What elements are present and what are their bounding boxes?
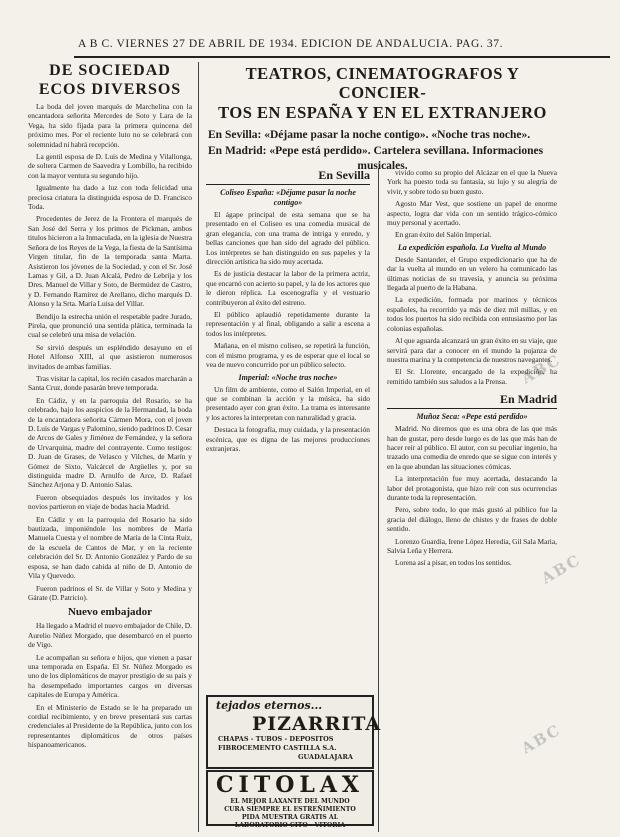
sevilla-paragraph: El ágape principal de esta semana que se ha presentado en el Coliseo es una comedia musical de gran elegancia, con una trama de intriga y enredo, y bellas canciones que han sido del agrado del público. Los intérpretes se han distinguido en sus papeles y la dirección artística ha sido muy acertada. [206,210,370,267]
ad-laboratory: LABORATORIO CITO - VITORIA [234,822,346,829]
coliseo-heading: Coliseo España: «Déjame pasar la noche contigo» [220,188,356,207]
madrid-paragraph: Lorenzo Guardia, Irene López Heredia, Gil Sala Maria, Salvia Leña y Herrera. [387,536,557,555]
banner-subtitle-2: En Madrid: «Pepe está perdido». Cartelera sevillana. Informaciones [208,145,544,157]
expedition-heading: La expedición española. La Vuelta al Mundo [397,242,547,252]
society-paragraph: Fueron padrinos el Sr. de Villar y Soto y Medina y Gárate (D. Patricio). [28,583,192,602]
banner-title-line-2: TOS EN ESPAÑA Y EN EL EXTRANJERO [218,103,547,122]
ad-company: FIBROCEMENTO CASTILLA S.A. [218,744,337,752]
expedition-paragraph: Al que aguarda alcanzará un gran éxito en su viaje, que servirá para dar a conocer en el mundo la pujanza de nuestra marina y la competencia de nuestros navegantes. [387,336,557,364]
society-heading-2: ECOS DIVERSOS [38,81,182,98]
citolax-advertisement [206,770,374,829]
ad-sample-offer: PIDA MUESTRA GRATIS AL [241,814,339,821]
society-paragraph: Igualmente ha dado a luz con toda felicidad una preciosa criatura la distinguida esposa de D. Francisco Toda. [28,183,192,212]
society-paragraph: La gentil esposa de D. Luis de Medina y Vilallonga, de soltera Carmen de Saavedra y Lombillo, ha recibido con la mayor ventura su segundo hijo. [28,152,192,180]
ad-brand: CITOLAX [216,772,364,798]
banner-subtitle-3: musicales. [357,160,408,172]
header-rule [74,56,610,58]
ad-brand: PIZARRITA [252,713,382,735]
sevilla-paragraph: El público aplaudió repetidamente durante la representación y al final, obligando a salir a escena a todos los intérpretes. [206,310,370,338]
watermark-stamp: ABC [518,720,565,758]
imperial-continued-paragraph: vivido como su propio del Alcázar en el que la Nueva York ha puesto toda su fantasía, su lujo y su alegría de vivir, y sobre todo su buen gusto. [387,168,557,196]
madrid-paragraph: Lorena así a pisar, en todos los sentidos. [395,558,512,568]
ad-city: GUADALAJARA [298,753,353,761]
pizarrita-advertisement [206,695,382,769]
madrid-paragraph: Madrid. No diremos que es una obra de las que más han de gustar, pero desde luego es de las que más han de hacer reír al público. El autor, con su peculiar ingenio, ha trazado una comedia de enredo que se sigue con interés y en la que abundan las situaciones cómicas. [387,424,557,471]
munoz-seca-heading: Muñoz Seca: «Pepe está perdido» [416,412,528,422]
banner-subtitle-1: En Sevilla: «Déjame pasar la noche contigo». «Noche tras noche». [208,129,531,141]
theatre-banner [200,64,565,173]
column-divider-left [198,62,199,832]
society-paragraph: En Cádiz, y en la parroquia del Rosario, se ha celebrado, bajo los auspicios de la Hermandad, la boda de la encantadora señorita Cármen Mora, con el joven D. Luis de Vargas y Palomino, siendo padrinos D. Cesar de Arcos de Gales y Jiménez de Fernández, y la señora de Urvarquina, madre del contrayente. Como testigos: D. Juan de Grases, de Velasco y Vilches, de Marín y Gómez de Sixto, Valcárcel de Argüelles y, por su distinguida madre D. Arnulfo de Arce, D. Rafael Sánchez Arjona y D. Antonio Salas. [28,395,192,490]
watermark-stamp: ABC [538,550,585,588]
ambassador-paragraph: Ha llegado a Madrid el nuevo embajador de Chile, D. Aurelio Núñez Morgado, que desembarcó en el puerto de Vigo. [28,621,192,650]
society-paragraph: Fueron obsequiados después los invitados y los novios partieron en viaje de bodas hacia Madrid. [28,492,192,512]
society-paragraph: Tras visitar la capital, los recién casados marcharán a Santa Cruz, donde pasarán breve temporada. [28,373,192,393]
sevilla-paragraph: Es de justicia destacar la labor de la primera actriz, que encarnó con acierto su papel, y la de los actores que le dieron réplica. La escenografía y el vestuario contribuyeron al éxito del estreno. [206,269,370,307]
imperial-continued-paragraph: Agosto Mar Vest, que sostiene un papel de enorme aspecto, logra dar vida con un sentido trágico-cómico muy personal y acertado. [387,199,557,228]
madrid-paragraph: Pero, sobre todo, lo que más gustó al público fue la gracia del diálogo, lleno de chistes y de frases de doble sentido. [387,505,557,534]
sevilla-column [206,168,370,456]
madrid-section-heading: En Madrid [387,392,557,409]
expedition-paragraph: Desde Santander, el Grupo expedicionario que ha de dar la vuelta al mundo en un velero ha comunicado las últimas noticias de su travesía, y anuncia su próxima llegada al puerto de la Habana. [387,254,557,293]
imperial-heading: Imperial: «Noche tras noche» [238,372,338,382]
society-paragraph: En Cádiz y en la parroquia del Rosario ha sido bautizada, imponiéndole los nombres de María Manuela Cuesta y el nombre de María de la Cinta Ruiz, de la escuela de Cantos de Mar, y en la reciente celebración del Sr. D. Antonio González y Pardo de su esposa, se han dado cabida al niño de D. Antonio de Vila y Quevedo. [28,514,192,581]
ad-tagline: tejados eternos... [216,699,323,712]
ambassador-heading: Nuevo embajador [67,606,153,619]
page-header: A B C. VIERNES 27 DE ABRIL DE 1934. EDICION DE ANDALUCIA. PAG. 37. [78,38,504,50]
watermark-stamp: ABC [518,350,565,388]
society-paragraph: Procedentes de Jerez de la Frontera el marqués de San José del Serra y los primos de Pickman, ambos titulos hicieron a la Inmaculada, en la iglesia de Nuestra Señora de los Reyes de la Vega, la fiesta de la Santísima Virgen titular, fin de la temporada santa Marta. Asistieron los jóvenes de la Sociedad, y con el Sr. José Lamas y Gil, a D. Juan Alcalá, Pedro de Lebrija y los Dres. Manuel de Villar y Soto, de Bermúdez de Castro, y D. Fernando Ramírez de Arellano, dicho marqués D. Alonso y la Srta. María Luisa del Villar. [28,214,192,309]
ambassador-paragraph: Le acompañan su señora e hijos, que vienen a pasar una temporada en España. El Sr. Núñez Morgado es uno de los diplomáticos de mayor prestigio de su país y ha desempeñado importantes cargos en diversas capitales de Europa y América. [28,652,192,700]
sevilla-paragraph: Mañana, en el mismo coliseo, se repetirá la función, con el mismo programa, y es de esperar que el local se vea de nuevo concurrido por un público selecto. [206,341,370,370]
imperial-paragraph: Destaca la fotografía, muy cuidada, y la presentación escénica, que es digna de las mejores producciones extranjeras. [206,425,370,453]
society-paragraph: La boda del joven marqués de Marchelina con la encantadora señorita Mercedes de Soto y Lara de la Vega, ha sido fijada para la primera quincena del próximo mes. Por el reciente luto no se celebrará con solemnidad ni habrá recepción. [28,102,192,149]
madrid-paragraph: La interpretación fue muy acertada, destacando la labor del protagonista, que hizo reír con sus ocurrencias durante toda la representación. [387,474,557,502]
ad-products: CHAPAS - TUBOS - DEPOSITOS [218,735,334,743]
society-column [28,62,192,753]
imperial-paragraph: Un film de ambiente, como el Salón Imperial, en el que se combinan la acción y la música, ha sido presentado ayer con gran éxito. La trama es interesante y los actores la interpretan con naturalidad y gracia. [206,384,370,422]
ambassador-paragraph: En el Ministerio de Estado se le ha preparado un cordial recibimiento, y en breve presentará sus cartas credenciales al Presidente de la República, junto con los representantes diplomáticos de otros países hispanoamericanos. [28,702,192,750]
ad-claim: CURA SIEMPRE EL ESTREÑIMIENTO [224,806,356,813]
ad-slogan: EL MEJOR LAXANTE DEL MUNDO [230,798,350,805]
society-paragraph: Bendijo la estrecha unión el respetable padre Jurado, Pirela, que pronunció una sentida plática, terminada la cual se celebró una misa de velación. [28,311,192,340]
imperial-continued-paragraph: En gran éxito del Salón Imperial. [395,230,492,240]
expedition-paragraph: El Sr. Llorente, encargado de la expedición, ha remitido también sus saludos a la Prensa. [387,367,557,386]
banner-title-line-1: TEATROS, CINEMATOGRAFOS Y CONCIER- [245,64,520,102]
society-paragraph: Se sirvió después un espléndido desayuno en el Hotel Alfonso XIII, al que asistieron numerosos invitados de ambas familias. [28,342,192,371]
society-heading-1: DE SOCIEDAD [49,62,171,79]
sevilla-section-heading: En Sevilla [206,168,370,185]
expedition-paragraph: La expedición, formada por marinos y técnicos españoles, ha recorrido ya más de diez mil millas, y en todos los puertos ha sido recibida con entusiasmo por las colonias españolas. [387,295,557,333]
